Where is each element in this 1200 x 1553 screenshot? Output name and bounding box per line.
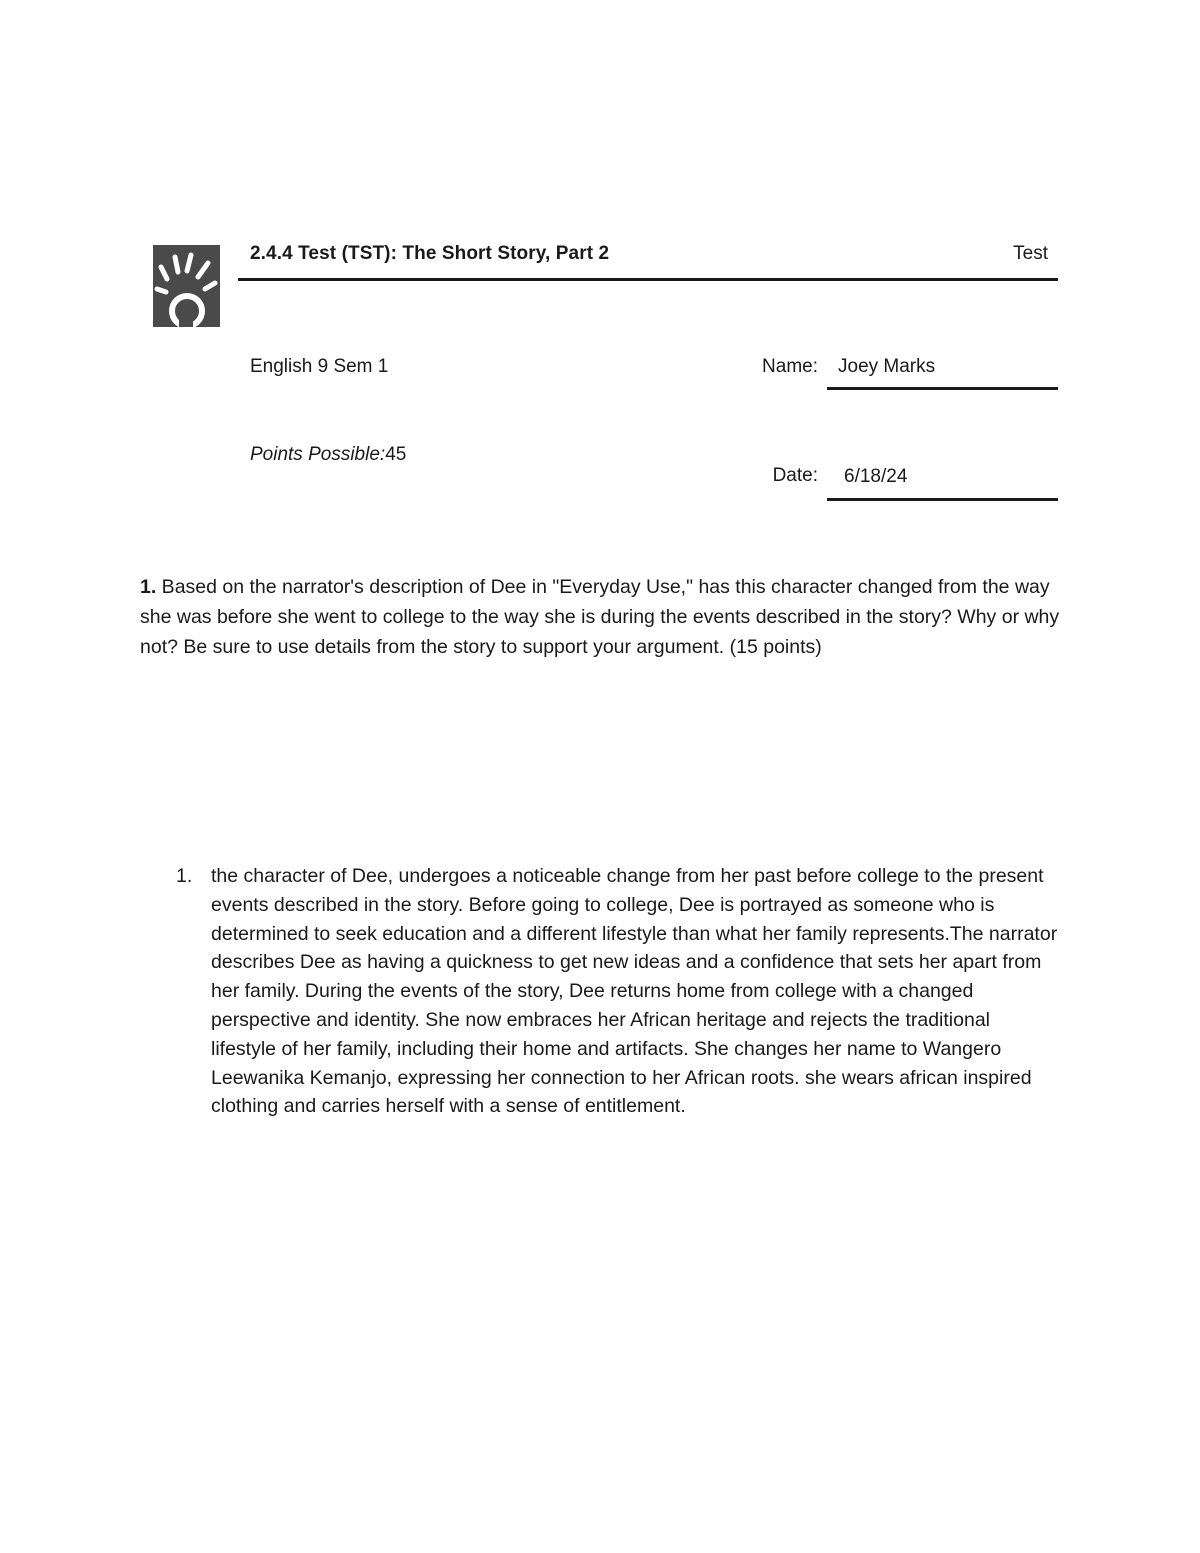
question-number: 1. xyxy=(140,576,157,598)
date-underline xyxy=(827,498,1058,501)
date-label: Date: xyxy=(772,465,818,486)
points-possible-value: 45 xyxy=(385,444,407,465)
question-1 xyxy=(140,572,1060,662)
date-field[interactable]: 6/18/24 xyxy=(844,466,908,487)
list-item xyxy=(140,862,1060,1121)
points-possible-label: Points Possible: xyxy=(250,444,386,465)
name-label: Name: xyxy=(762,356,818,377)
name-field[interactable]: Joey Marks xyxy=(838,356,936,377)
sunburst-lightbulb-icon xyxy=(153,245,220,327)
points-possible xyxy=(250,444,406,466)
test-title: 2.4.4 Test (TST): The Short Story, Part 2 xyxy=(250,243,610,264)
answer-marker: 1. xyxy=(176,865,193,887)
answer-text[interactable]: the character of Dee, undergoes a noticeable change from her past before college to the present events described in the story. Before going to college, Dee is portrayed as someone who is determined to seek education and a different lifestyle than what her family represents.The narrator describes Dee as having a quickness to get new ideas and a confidence that sets her apart from her family. During the events of the story, Dee returns home from college with a changed perspective and identity. She now embraces her African heritage and rejects the traditional lifestyle of her family, including their home and artifacts. She changes her name to Wangero Leewanika Kemanjo, expressing her connection to her African roots. she wears african inspired clothing and carries herself with a sense of entitlement. xyxy=(211,865,1058,1118)
course-name: English 9 Sem 1 xyxy=(250,356,389,377)
name-underline xyxy=(827,387,1058,390)
question-text: Based on the narrator's description of Dee in "Everyday Use," has this character changed from the way she was before she went to college to the way she is during the events described in the story? Why or why not? Be sure to use details from the story to support your argument. (15 points) xyxy=(140,576,1060,658)
test-type-label: Test xyxy=(1013,243,1048,264)
answer-list xyxy=(140,862,1060,1121)
header-divider xyxy=(238,278,1058,281)
